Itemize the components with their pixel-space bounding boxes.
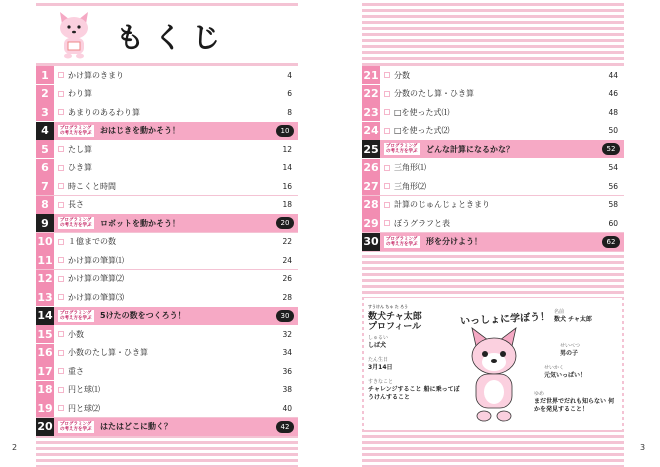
toc-chapter-number: 16 <box>36 344 54 362</box>
checkbox-mark-icon <box>58 350 64 356</box>
toc-chapter-title: 小数 <box>68 329 84 339</box>
programming-badge: プログラミングの考え方を学ぶ <box>58 310 94 322</box>
toc-chapter-number: 13 <box>36 288 54 306</box>
toc-page-number: 28 <box>282 292 292 302</box>
toc-chapter-number: 23 <box>362 103 380 121</box>
toc-chapter-number: 7 <box>36 177 54 195</box>
toc-chapter-title: 円と球⑵ <box>68 403 100 413</box>
profile-box <box>364 298 622 430</box>
toc-row <box>362 159 624 177</box>
toc-chapter-title: 分数 <box>394 70 410 80</box>
toc-chapter-title: どんな計算になるかな？ <box>426 144 514 154</box>
programming-badge: プログラミングの考え方を学ぶ <box>384 236 420 248</box>
toc-page-number: 60 <box>608 218 618 228</box>
toc-page-number: 44 <box>608 70 618 80</box>
toc-chapter-number: 9 <box>36 214 54 232</box>
dog-character-icon <box>464 324 524 426</box>
toc-page-number: 48 <box>608 107 618 117</box>
checkbox-mark-icon <box>58 183 64 189</box>
toc-chapter-title: 時こくと時間 <box>68 181 116 191</box>
toc-row <box>362 122 624 140</box>
toc-page-number: 18 <box>282 200 292 209</box>
profile-heading-line2: プロフィール <box>368 322 422 332</box>
profile-info-gender: せいべつ 男の子 <box>560 343 581 357</box>
checkbox-mark-icon <box>384 220 390 226</box>
toc-chapter-title: 5けたの数をつくろう！ <box>100 311 186 320</box>
toc-page-number: 52 <box>602 143 620 155</box>
toc-page-number: 4 <box>287 70 292 80</box>
toc-chapter-number: 3 <box>36 103 54 121</box>
toc-chapter-number: 15 <box>36 325 54 343</box>
toc-chapter-title: 分数のたし算・ひき算 <box>394 89 474 98</box>
checkbox-mark-icon <box>58 146 64 152</box>
toc-page-number: 38 <box>282 385 292 394</box>
profile-info-personality: せいかく 元気いっぱい！ <box>544 365 587 379</box>
profile-info-dream: ゆめ まだ世界でだれも知らない 何かを発見すること！ <box>534 391 615 413</box>
profile-info-birthday: たん生日 3月14日 <box>368 357 393 371</box>
page-number-left: 2 <box>12 443 18 452</box>
checkbox-mark-icon <box>58 239 64 245</box>
toc-page-number: 56 <box>608 181 618 191</box>
page-title: もくじ <box>116 21 231 54</box>
toc-left-column <box>36 66 298 436</box>
toc-page-number: 36 <box>282 366 292 376</box>
toc-row <box>36 196 298 214</box>
profile-info-name: 名前 数犬 チャ太郎 <box>554 309 592 323</box>
toc-row <box>36 233 298 251</box>
toc-chapter-number: 25 <box>362 140 380 158</box>
programming-badge: プログラミングの考え方を学ぶ <box>58 217 94 229</box>
toc-page-number: 46 <box>608 89 618 98</box>
checkbox-mark-icon <box>384 183 390 189</box>
toc-row <box>362 233 624 251</box>
toc-chapter-title: かけ算の筆算⑵ <box>68 274 124 283</box>
toc-chapter-number: 14 <box>36 307 54 325</box>
toc-chapter-title: 重さ <box>68 366 84 376</box>
toc-chapter-title: □を使った式⑴ <box>394 107 450 117</box>
toc-page-number: 12 <box>282 144 292 154</box>
toc-row <box>36 103 298 121</box>
checkbox-mark-icon <box>58 257 64 263</box>
checkbox-mark-icon <box>58 368 64 374</box>
checkbox-mark-icon <box>58 276 64 282</box>
toc-row <box>36 307 298 325</box>
toc-chapter-number: 10 <box>36 233 54 251</box>
toc-chapter-number: 26 <box>362 159 380 177</box>
checkbox-mark-icon <box>58 387 64 393</box>
programming-badge: プログラミングの考え方を学ぶ <box>384 143 420 155</box>
title-area <box>36 6 298 62</box>
profile-callout: いっしょに学ぼう！ <box>459 311 551 328</box>
toc-row <box>36 159 298 177</box>
toc-chapter-number: 17 <box>36 362 54 380</box>
toc-page-number: 16 <box>282 181 292 191</box>
toc-chapter-number: 24 <box>362 122 380 140</box>
toc-chapter-title: 計算のじゅんじょときまり <box>394 200 490 209</box>
toc-page-number: 40 <box>282 403 292 413</box>
toc-row <box>36 399 298 417</box>
toc-chapter-number: 28 <box>362 196 380 214</box>
toc-row <box>362 103 624 121</box>
toc-chapter-title: たし算 <box>68 144 92 154</box>
page-number-right: 3 <box>640 443 646 452</box>
toc-row <box>362 140 624 158</box>
checkbox-mark-icon <box>384 128 390 134</box>
toc-chapter-title: かけ算の筆算⑶ <box>68 292 124 302</box>
toc-chapter-title: わり算 <box>68 89 92 98</box>
toc-chapter-title: 長さ <box>68 200 84 209</box>
toc-chapter-number: 27 <box>362 177 380 195</box>
toc-page-number: 62 <box>602 236 620 248</box>
toc-row <box>362 177 624 195</box>
toc-chapter-number: 2 <box>36 85 54 103</box>
profile-heading-line1: 数犬チャ太郎 <box>368 312 422 322</box>
toc-chapter-number: 1 <box>36 66 54 84</box>
toc-chapter-title: おはじきを動かそう！ <box>100 126 180 135</box>
toc-row <box>36 66 298 84</box>
toc-chapter-number: 29 <box>362 214 380 232</box>
toc-row <box>36 344 298 362</box>
toc-row <box>36 418 298 436</box>
toc-page-number: 8 <box>287 107 292 117</box>
profile-info-likes: すきなこと チャレンジすること 船に乗ってぼうけんすること <box>368 379 460 401</box>
toc-page-number: 26 <box>282 274 292 283</box>
toc-row <box>36 251 298 269</box>
toc-page-number: 34 <box>282 348 292 357</box>
toc-chapter-number: 6 <box>36 159 54 177</box>
toc-row <box>36 177 298 195</box>
toc-chapter-number: 20 <box>36 418 54 436</box>
toc-page-number: 22 <box>282 237 292 246</box>
toc-row <box>36 140 298 158</box>
toc-chapter-title: 円と球⑴ <box>68 385 100 394</box>
toc-row <box>362 85 624 103</box>
programming-badge: プログラミングの考え方を学ぶ <box>58 421 94 433</box>
toc-chapter-title: 形を分けよう！ <box>426 237 482 246</box>
toc-chapter-number: 21 <box>362 66 380 84</box>
toc-row <box>36 270 298 288</box>
toc-page-number: 50 <box>608 126 618 135</box>
toc-page-number: 32 <box>282 329 292 339</box>
checkbox-mark-icon <box>58 405 64 411</box>
profile-heading <box>368 302 422 332</box>
toc-page-number: 58 <box>608 200 618 209</box>
toc-chapter-title: ロボットを動かそう！ <box>100 218 180 228</box>
toc-page-number: 42 <box>276 421 294 433</box>
toc-row <box>36 362 298 380</box>
toc-chapter-number: 12 <box>36 270 54 288</box>
toc-chapter-title: はたはどこに動く？ <box>100 422 172 431</box>
toc-row <box>36 122 298 140</box>
toc-chapter-title: 小数のたし算・ひき算 <box>68 348 148 357</box>
dog-mascot-icon <box>54 10 94 60</box>
toc-page-number: 24 <box>282 255 292 265</box>
checkbox-mark-icon <box>384 72 390 78</box>
toc-chapter-number: 5 <box>36 140 54 158</box>
toc-row <box>36 85 298 103</box>
toc-row <box>36 214 298 232</box>
toc-row <box>36 288 298 306</box>
checkbox-mark-icon <box>58 91 64 97</box>
programming-badge: プログラミングの考え方を学ぶ <box>58 125 94 137</box>
checkbox-mark-icon <box>384 91 390 97</box>
toc-chapter-title: 三角形⑴ <box>394 163 426 172</box>
toc-page-number: 10 <box>276 125 294 137</box>
checkbox-mark-icon <box>384 202 390 208</box>
toc-chapter-number: 11 <box>36 251 54 269</box>
toc-chapter-title: ひき算 <box>68 163 92 172</box>
toc-row <box>362 66 624 84</box>
toc-chapter-title: あまりのあるわり算 <box>68 107 140 117</box>
toc-page-number: 6 <box>287 89 292 98</box>
toc-row <box>362 214 624 232</box>
profile-ruby: すうけん ちゃ た ろう <box>368 304 409 309</box>
checkbox-mark-icon <box>58 165 64 171</box>
checkbox-mark-icon <box>58 109 64 115</box>
toc-page-number: 14 <box>282 163 292 172</box>
toc-chapter-number: 18 <box>36 381 54 399</box>
toc-row <box>36 381 298 399</box>
toc-page-number: 54 <box>608 163 618 172</box>
checkbox-mark-icon <box>58 72 64 78</box>
toc-right-column <box>362 66 624 251</box>
toc-row <box>362 196 624 214</box>
toc-chapter-title: □を使った式⑵ <box>394 126 450 135</box>
toc-chapter-title: １億までの数 <box>68 237 116 246</box>
toc-chapter-number: 8 <box>36 196 54 214</box>
toc-chapter-title: 三角形⑵ <box>394 181 426 191</box>
toc-chapter-title: ぼうグラフと表 <box>394 218 450 228</box>
toc-chapter-number: 19 <box>36 399 54 417</box>
checkbox-mark-icon <box>58 202 64 208</box>
checkbox-mark-icon <box>58 331 64 337</box>
toc-chapter-title: かけ算のきまり <box>68 70 124 80</box>
toc-chapter-number: 22 <box>362 85 380 103</box>
checkbox-mark-icon <box>384 165 390 171</box>
toc-chapter-number: 30 <box>362 233 380 251</box>
checkbox-mark-icon <box>384 109 390 115</box>
toc-row <box>36 325 298 343</box>
toc-chapter-title: かけ算の筆算⑴ <box>68 255 124 265</box>
checkbox-mark-icon <box>58 294 64 300</box>
toc-page-number: 30 <box>276 310 294 322</box>
toc-chapter-number: 4 <box>36 122 54 140</box>
toc-page-number: 20 <box>276 217 294 229</box>
profile-info-kind: しゅるい しば犬 <box>368 335 389 349</box>
